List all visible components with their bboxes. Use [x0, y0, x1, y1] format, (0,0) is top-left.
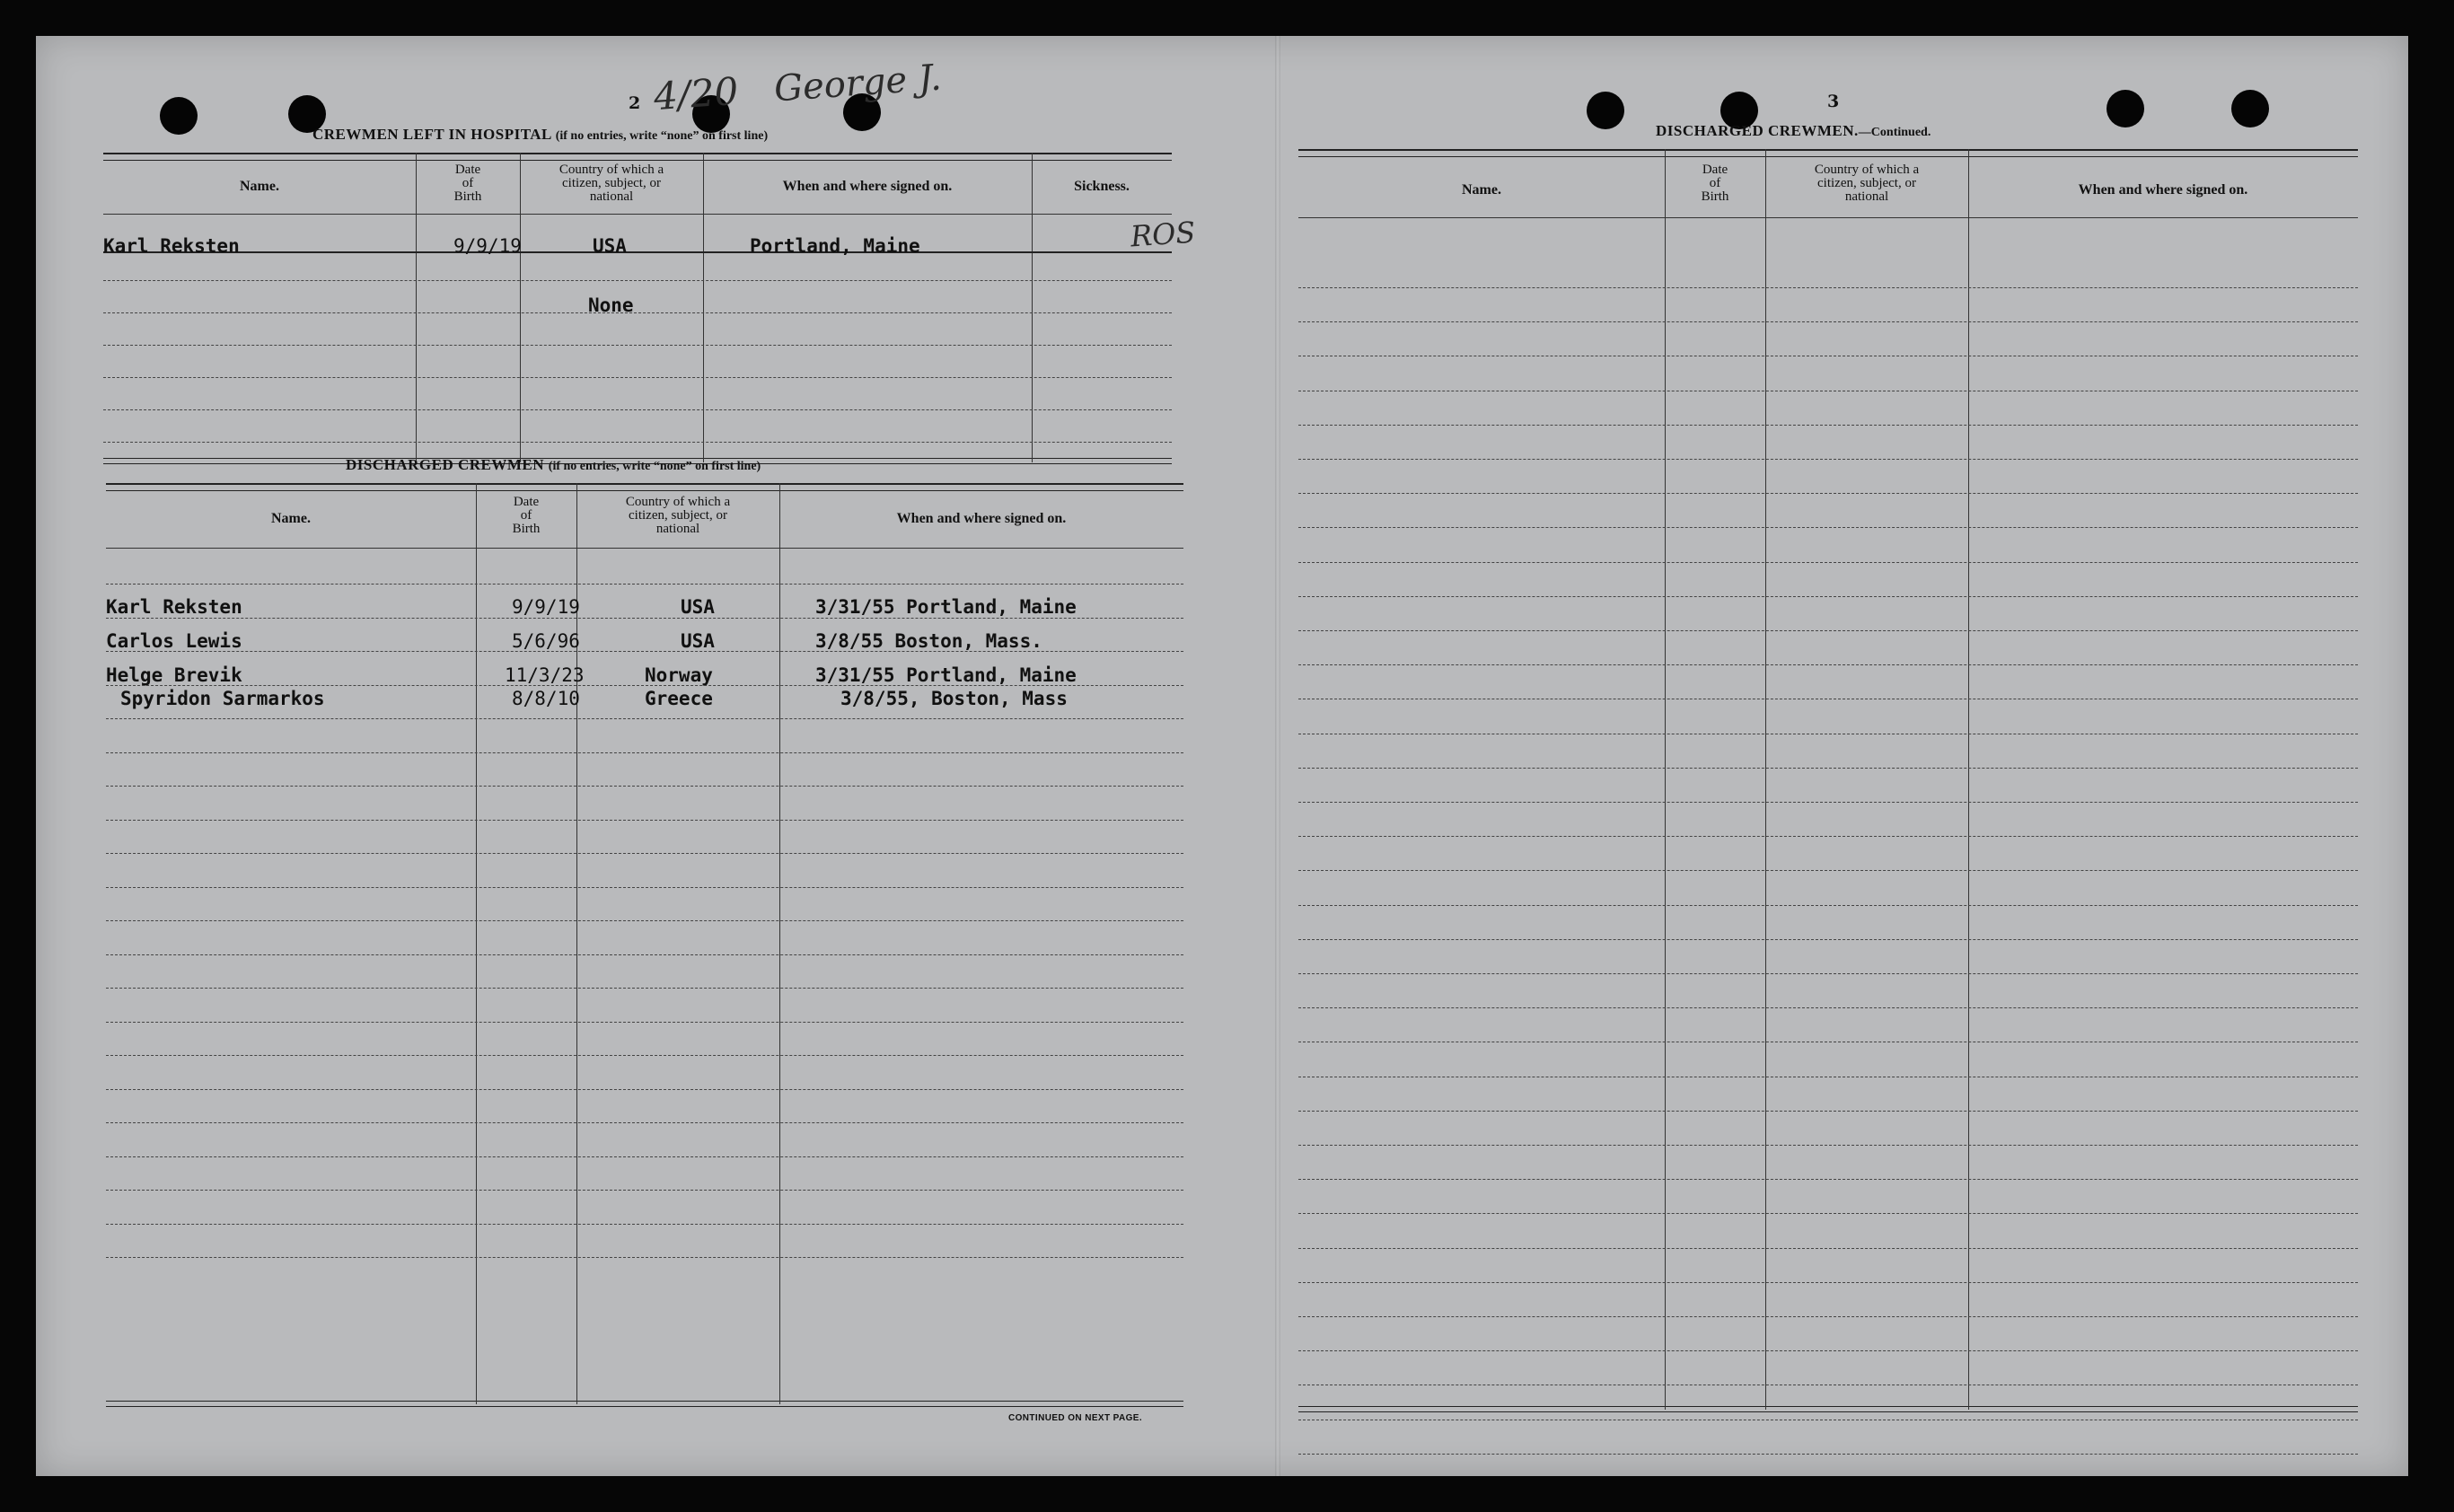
- row-line: [1298, 287, 2358, 288]
- row-line: [103, 312, 1172, 313]
- row-line: [1298, 459, 2358, 460]
- row-line: [1298, 1454, 2358, 1455]
- row-line: [106, 954, 1183, 955]
- hospital-caption: [312, 126, 768, 144]
- row-line: [106, 820, 1183, 821]
- row-line: [106, 1224, 1183, 1225]
- column-divider: [476, 483, 477, 1404]
- column-header-dob: Date of Birth: [1701, 163, 1729, 204]
- column-header-name: Name.: [1462, 182, 1501, 198]
- table-top-rule: [1298, 149, 2358, 157]
- punch-hole: [160, 97, 198, 135]
- hospital-name: Karl Reksten: [103, 235, 240, 257]
- column-header-country: Country of which a citizen, subject, or national: [1814, 163, 1920, 204]
- hospital-caption-title: CREWMEN LEFT IN HOSPITAL: [312, 126, 551, 143]
- row-line: [106, 1156, 1183, 1157]
- row-line: [106, 584, 1183, 585]
- row-line: [106, 1055, 1183, 1056]
- row-line: [1298, 1213, 2358, 1214]
- table-bottom-rule: [106, 1401, 1183, 1407]
- row-line: [1298, 1179, 2358, 1180]
- column-header-dob: Date of Birth: [512, 495, 541, 536]
- discharged-caption-title: DISCHARGED CREWMEN: [346, 456, 545, 473]
- table-header-rule: [1298, 217, 2358, 218]
- column-header-dob: Date of Birth: [453, 163, 482, 204]
- column-divider: [1765, 149, 1766, 1410]
- row-line: [106, 1190, 1183, 1191]
- table-top-rule: [106, 483, 1183, 491]
- column-header-sickness: Sickness.: [1074, 179, 1130, 194]
- right-discharged-table: [1298, 149, 2358, 1424]
- column-header-country: Country of which a citizen, subject, or national: [625, 495, 731, 536]
- row-line: [1298, 664, 2358, 665]
- row-line: [106, 1122, 1183, 1123]
- row-line: [106, 988, 1183, 989]
- discharged-caption: [346, 456, 761, 474]
- discharged-dob-cell: 8/8/10: [512, 688, 580, 709]
- column-header-country: Country of which a citizen, subject, or national: [559, 163, 664, 204]
- row-line: [1298, 1145, 2358, 1146]
- row-line: [106, 718, 1183, 719]
- column-divider: [703, 153, 704, 462]
- discharged-signed-cell: 3/31/55 Portland, Maine: [815, 596, 1077, 618]
- hospital-sickness-mark: ROS: [1129, 215, 1197, 254]
- punch-hole: [2107, 90, 2144, 127]
- discharged-dob-cell: 11/3/23: [505, 664, 585, 686]
- row-line: [1298, 425, 2358, 426]
- column-divider: [1665, 149, 1666, 1410]
- row-line: [103, 377, 1172, 378]
- row-line: [1298, 870, 2358, 871]
- handwritten-mark: 4/20: [652, 68, 740, 119]
- discharged-signed-cell: 3/8/55, Boston, Mass: [840, 688, 1068, 709]
- row-line: [1298, 836, 2358, 837]
- row-line: [106, 651, 1183, 652]
- page-number: 2: [629, 93, 641, 113]
- row-line: [1298, 1248, 2358, 1249]
- row-line: [106, 786, 1183, 787]
- right-caption: [1656, 122, 1931, 140]
- column-divider: [576, 483, 577, 1404]
- row-line: [1298, 768, 2358, 769]
- row-line: [1298, 562, 2358, 563]
- page-fold: [1275, 36, 1280, 1476]
- column-header-signed: When and where signed on.: [896, 511, 1067, 526]
- row-line: [1298, 939, 2358, 940]
- handwritten-name: George J.: [772, 57, 943, 110]
- hospital-none: None: [588, 294, 634, 316]
- punch-hole: [2231, 90, 2269, 127]
- row-line: [1298, 493, 2358, 494]
- row-line: [106, 853, 1183, 854]
- discharged-dob-cell: 9/9/19: [512, 596, 580, 618]
- discharged-name-cell: Spyridon Sarmarkos: [120, 688, 325, 709]
- discharged-country-cell: Greece: [645, 688, 713, 709]
- row-line: [103, 409, 1172, 410]
- discharged-name-cell: Karl Reksten: [106, 596, 242, 618]
- row-line: [1298, 596, 2358, 597]
- row-line: [106, 920, 1183, 921]
- hospital-country: USA: [593, 235, 627, 257]
- column-header-name: Name.: [271, 511, 311, 526]
- page-number: 3: [1827, 92, 1840, 111]
- row-line: [103, 442, 1172, 443]
- discharged-country-cell: USA: [681, 596, 715, 618]
- row-line: [103, 345, 1172, 346]
- row-line: [106, 618, 1183, 619]
- discharged-country-cell: Norway: [645, 664, 713, 686]
- continued-note: CONTINUED ON NEXT PAGE.: [1008, 1413, 1143, 1423]
- row-line: [1298, 1282, 2358, 1283]
- row-line: [106, 1257, 1183, 1258]
- discharged-signed-cell: 3/31/55 Portland, Maine: [815, 664, 1077, 686]
- row-line: [1298, 1111, 2358, 1112]
- row-line: [1298, 527, 2358, 528]
- punch-hole: [1587, 92, 1624, 129]
- row-line: [1298, 1350, 2358, 1351]
- column-header-name: Name.: [240, 179, 279, 194]
- row-line: [1298, 973, 2358, 974]
- discharged-signed-cell: 3/8/55 Boston, Mass.: [815, 630, 1042, 652]
- row-line: [1298, 905, 2358, 906]
- hospital-table: [103, 153, 1197, 481]
- row-line: [1298, 1316, 2358, 1317]
- scanned-document: [36, 36, 2408, 1476]
- row-line: [1298, 802, 2358, 803]
- discharged-country-cell: USA: [681, 630, 715, 652]
- table-bottom-rule: [1298, 1406, 2358, 1412]
- discharged-name-cell: Helge Brevik: [106, 664, 242, 686]
- row-line: [1298, 630, 2358, 631]
- right-caption-title: DISCHARGED CREWMEN.: [1656, 122, 1859, 139]
- row-line: [1298, 321, 2358, 322]
- table-header-rule: [106, 548, 1183, 549]
- discharged-name-cell: Carlos Lewis: [106, 630, 242, 652]
- table-header-rule: [103, 214, 1172, 215]
- row-line: [106, 1089, 1183, 1090]
- column-header-signed: When and where signed on.: [782, 179, 953, 194]
- discharged-table: [106, 483, 1183, 1426]
- column-divider: [1968, 149, 1969, 1410]
- row-line: [1298, 1007, 2358, 1008]
- row-line: [106, 1022, 1183, 1023]
- column-divider: [1032, 153, 1033, 462]
- strike-line: [103, 251, 1172, 253]
- row-line: [106, 752, 1183, 753]
- table-top-rule: [103, 153, 1172, 161]
- column-header-signed: When and where signed on.: [2078, 182, 2248, 198]
- hospital-signed: Portland, Maine: [750, 235, 920, 257]
- hospital-dob: 9/9/19: [453, 235, 522, 257]
- discharged-caption-note: (if no entries, write “none” on first line): [548, 460, 761, 473]
- column-divider: [779, 483, 780, 1404]
- row-line: [106, 685, 1183, 686]
- row-line: [103, 280, 1172, 281]
- hospital-caption-note: (if no entries, write “none” on first line): [555, 129, 769, 143]
- row-line: [106, 887, 1183, 888]
- discharged-dob-cell: 5/6/96: [512, 630, 580, 652]
- right-caption-suffix: —Continued.: [1858, 126, 1931, 139]
